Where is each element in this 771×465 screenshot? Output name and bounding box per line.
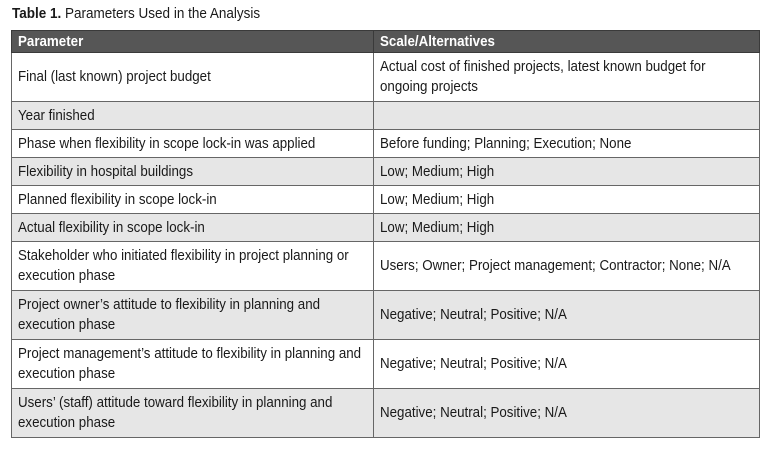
cell-parameter: Year finished xyxy=(12,102,374,130)
cell-parameter: Users’ (staff) attitude toward flexibility in planning and execution phase xyxy=(12,389,374,438)
table-header-row xyxy=(12,31,760,53)
cell-scale: Low; Medium; High xyxy=(374,186,760,214)
table-caption-title: Parameters Used in the Analysis xyxy=(65,5,261,22)
cell-scale: Users; Owner; Project management; Contractor; None; N/A xyxy=(374,242,760,291)
cell-scale: Low; Medium; High xyxy=(374,158,760,186)
cell-parameter: Actual flexibility in scope lock-in xyxy=(12,214,374,242)
table-row xyxy=(12,186,760,214)
cell-parameter: Phase when flexibility in scope lock-in was applied xyxy=(12,130,374,158)
table-caption xyxy=(12,5,260,23)
cell-parameter: Final (last known) project budget xyxy=(12,53,374,102)
cell-parameter: Planned flexibility in scope lock-in xyxy=(12,186,374,214)
header-scale-alternatives: Scale/Alternatives xyxy=(374,31,760,53)
table-row xyxy=(12,130,760,158)
cell-parameter: Flexibility in hospital buildings xyxy=(12,158,374,186)
table-row xyxy=(12,214,760,242)
header-parameter: Parameter xyxy=(12,31,374,53)
cell-scale: Low; Medium; High xyxy=(374,214,760,242)
table-row xyxy=(12,158,760,186)
cell-scale xyxy=(374,102,760,130)
cell-scale: Negative; Neutral; Positive; N/A xyxy=(374,389,760,438)
cell-scale: Negative; Neutral; Positive; N/A xyxy=(374,291,760,340)
table-caption-label: Table 1. xyxy=(12,5,62,22)
cell-scale: Actual cost of finished projects, latest known budget for ongoing projects xyxy=(374,53,760,102)
table-row xyxy=(12,102,760,130)
cell-scale: Before funding; Planning; Execution; None xyxy=(374,130,760,158)
cell-parameter: Stakeholder who initiated flexibility in project planning or execution phase xyxy=(12,242,374,291)
cell-parameter: Project owner’s attitude to flexibility in planning and execution phase xyxy=(12,291,374,340)
table-row xyxy=(12,389,760,438)
cell-scale: Negative; Neutral; Positive; N/A xyxy=(374,340,760,389)
table-row xyxy=(12,291,760,340)
parameters-table xyxy=(11,30,760,438)
table-row xyxy=(12,242,760,291)
cell-parameter: Project management’s attitude to flexibility in planning and execution phase xyxy=(12,340,374,389)
table-row xyxy=(12,53,760,102)
table-row xyxy=(12,340,760,389)
